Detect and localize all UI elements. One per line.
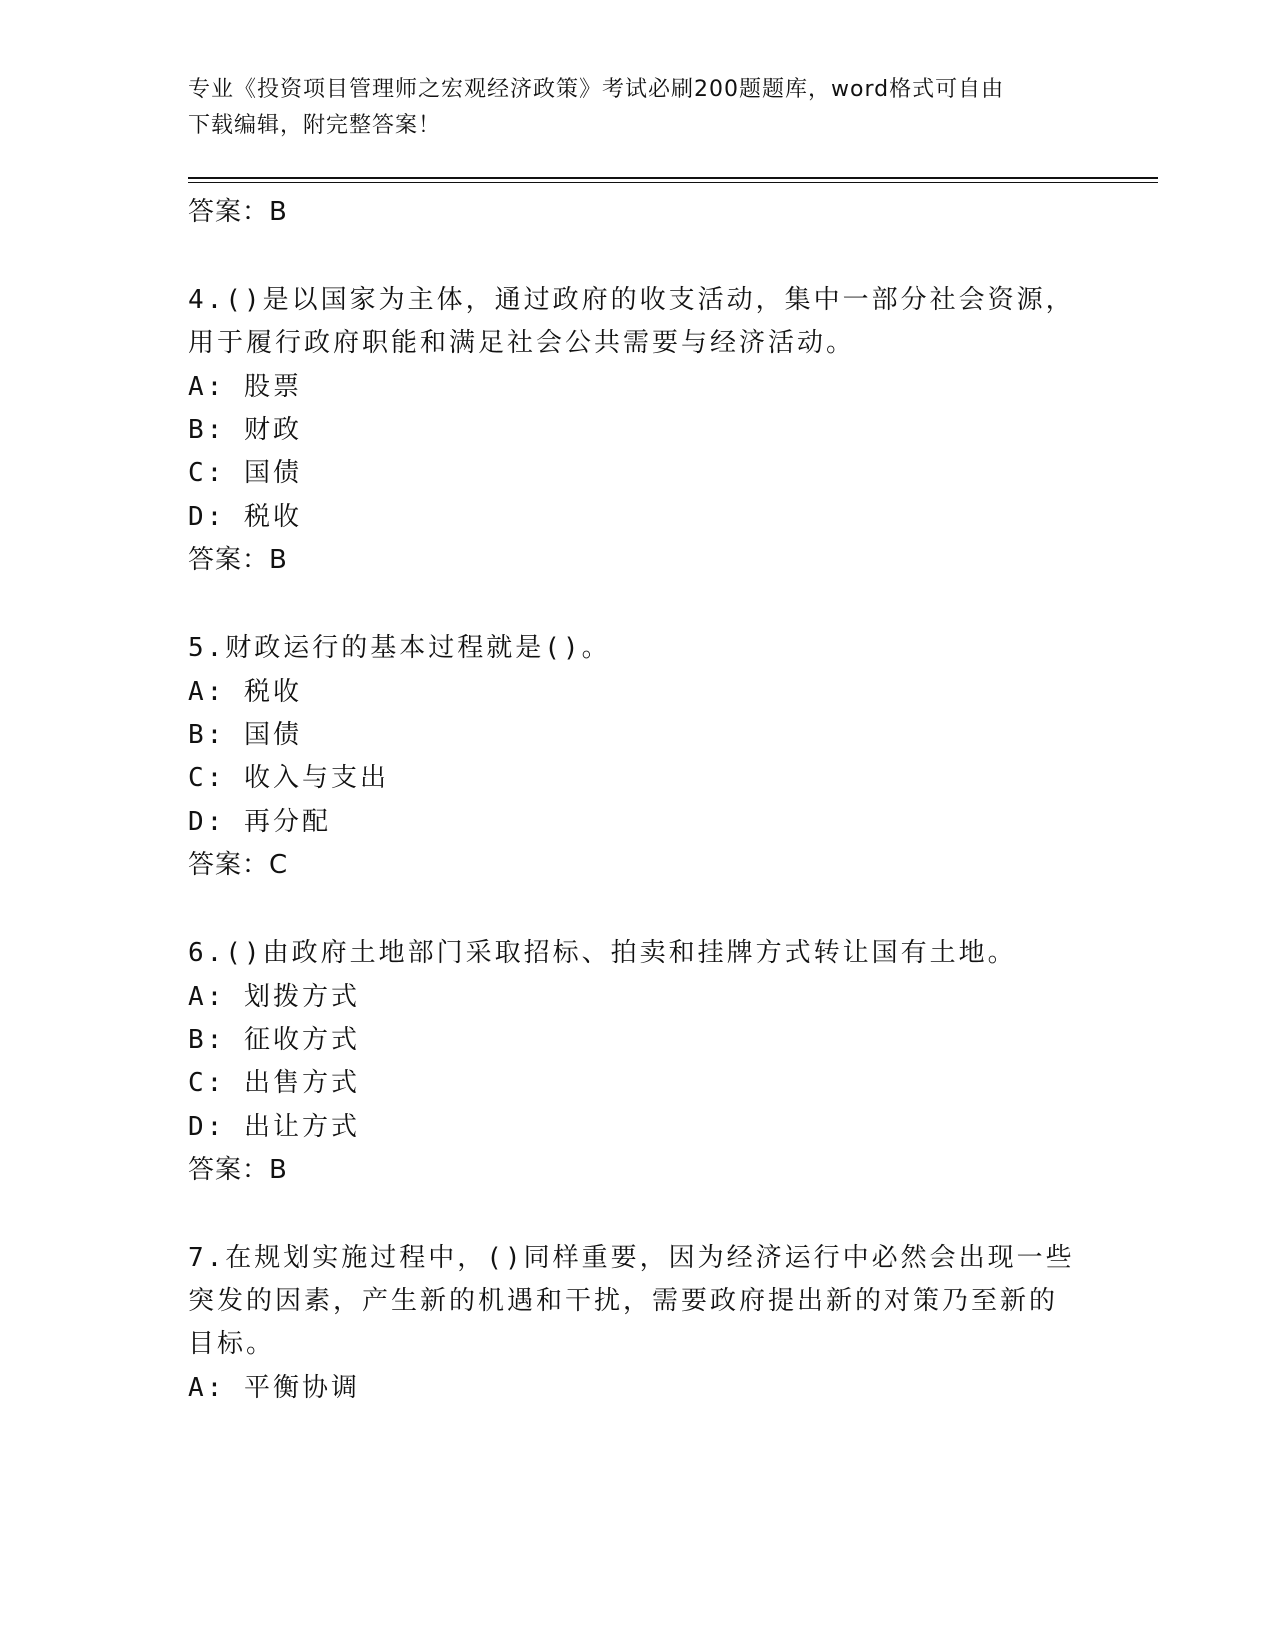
question-5-option-a: A: 税收 bbox=[188, 677, 302, 707]
question-7-line-1: 7.在规划实施过程中，()同样重要，因为经济运行中必然会出现一些 bbox=[188, 1243, 1075, 1273]
header-line-1: 专业《投资项目管理师之宏观经济政策》考试必刷200题题库，word格式可自由 bbox=[188, 77, 1005, 102]
question-7-line-3: 目标。 bbox=[188, 1329, 276, 1359]
answer-prev: 答案：B bbox=[188, 197, 288, 227]
question-4-option-c: C: 国债 bbox=[188, 458, 302, 488]
header-line-2: 下载编辑，附完整答案！ bbox=[188, 113, 442, 138]
question-5-option-b: B: 国债 bbox=[188, 720, 302, 750]
question-4-option-b: B: 财政 bbox=[188, 415, 302, 445]
question-6-option-a: A: 划拨方式 bbox=[188, 982, 360, 1012]
question-6-option-b: B: 征收方式 bbox=[188, 1025, 360, 1055]
question-7-line-2: 突发的因素，产生新的机遇和干扰，需要政府提出新的对策乃至新的 bbox=[188, 1286, 1059, 1316]
question-4-option-d: D: 税收 bbox=[188, 502, 302, 532]
question-5-option-d: D: 再分配 bbox=[188, 807, 331, 837]
question-5-answer: 答案：C bbox=[188, 850, 289, 880]
document-header bbox=[188, 72, 1088, 144]
question-7-option-a: A: 平衡协调 bbox=[188, 1373, 360, 1403]
question-4-answer: 答案：B bbox=[188, 545, 288, 575]
question-5-line-1: 5.财政运行的基本过程就是()。 bbox=[188, 633, 611, 663]
question-6-line-1: 6.()由政府土地部门采取招标、拍卖和挂牌方式转让国有土地。 bbox=[188, 938, 1017, 968]
question-6-option-d: D: 出让方式 bbox=[188, 1112, 360, 1142]
question-4-line-2: 用于履行政府职能和满足社会公共需要与经济活动。 bbox=[188, 328, 856, 358]
question-5-option-c: C: 收入与支出 bbox=[188, 763, 389, 793]
header-divider-thick bbox=[188, 177, 1158, 179]
question-4-option-a: A: 股票 bbox=[188, 372, 302, 402]
question-4-line-1: 4.()是以国家为主体，通过政府的收支活动，集中一部分社会资源， bbox=[188, 285, 1075, 315]
question-6-answer: 答案：B bbox=[188, 1155, 288, 1185]
header-divider-thin bbox=[188, 182, 1158, 183]
question-6-option-c: C: 出售方式 bbox=[188, 1068, 360, 1098]
